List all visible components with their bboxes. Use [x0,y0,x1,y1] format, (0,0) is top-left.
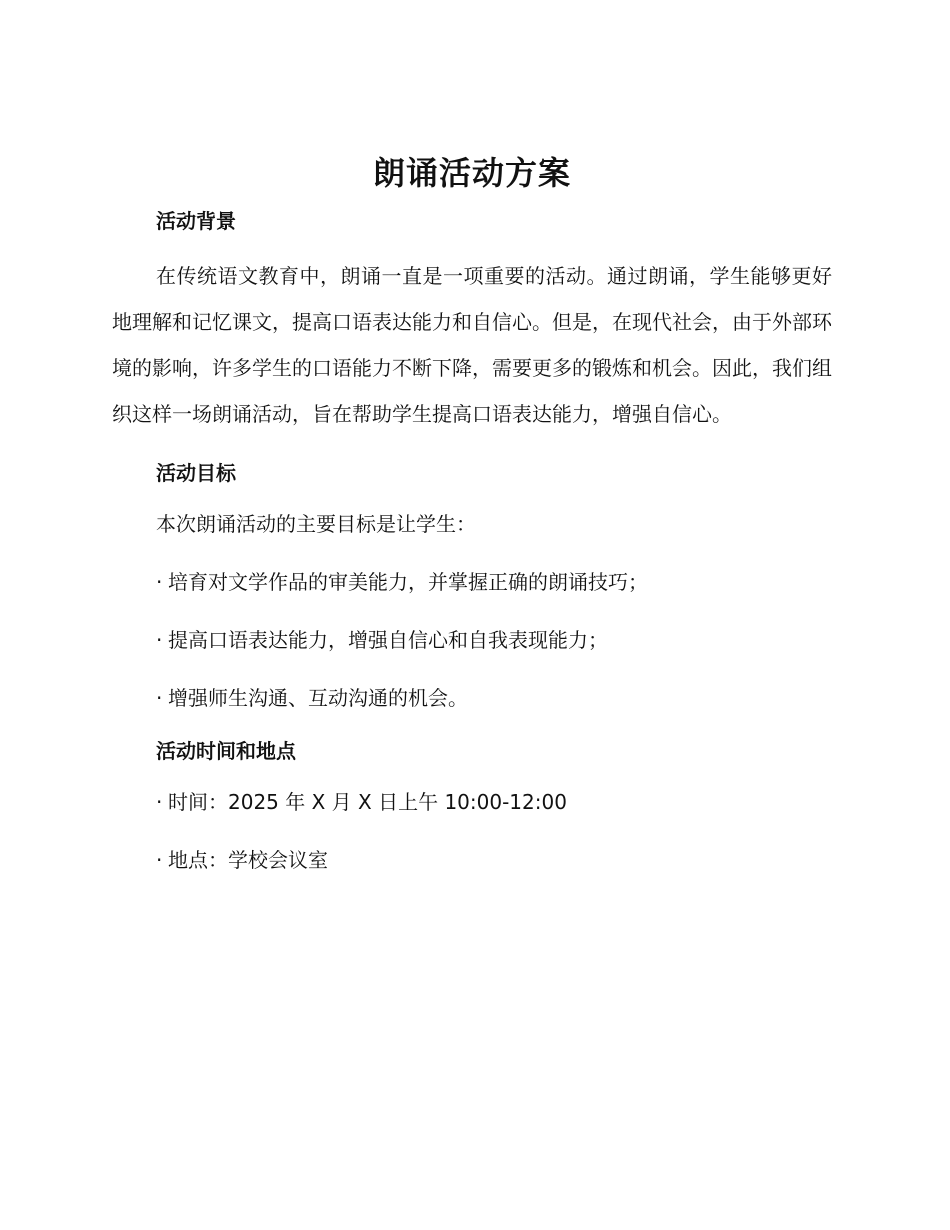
goals-intro: 本次朗诵活动的主要目标是让学生： [156,512,476,536]
section-heading-goals: 活动目标 [156,461,236,485]
list-item [112,621,832,659]
list-item [112,783,832,821]
list-item [112,563,832,601]
goal-text: 培育对文学作品的审美能力，并掌握正确的朗诵技巧； [168,570,648,594]
bullet-icon: · [156,570,163,594]
time-text: 时间：2025 年 X 月 X 日上午 10:00-12:00 [168,790,567,814]
goals-list [112,563,832,717]
goal-text: 增强师生沟通、互动沟通的机会。 [168,686,468,710]
section-heading-time-location: 活动时间和地点 [156,739,296,763]
document-content [112,150,832,899]
background-paragraph: 在传统语文教育中，朗诵一直是一项重要的活动。通过朗诵，学生能够更好地理解和记忆课文，提高口语表达能力和自信心。但是，在现代社会，由于外部环境的影响，许多学生的口语能力不断下降，需要更多的锻炼和机会。因此，我们组织这样一场朗诵活动，旨在帮助学生提高口语表达能力，增强自信心。 [112,264,832,426]
section-heading-background: 活动背景 [156,209,236,233]
list-item [112,841,832,879]
bullet-icon: · [156,790,163,814]
list-item [112,679,832,717]
document-title: 朗诵活动方案 [372,154,571,192]
section-background [112,207,832,437]
goal-text: 提高口语表达能力，增强自信心和自我表现能力； [168,628,608,652]
location-text: 地点：学校会议室 [168,848,328,872]
bullet-icon: · [156,686,163,710]
bullet-icon: · [156,628,163,652]
section-time-location [112,737,832,879]
bullet-icon: · [156,848,163,872]
section-goals [112,459,832,717]
time-location-list [112,783,832,879]
